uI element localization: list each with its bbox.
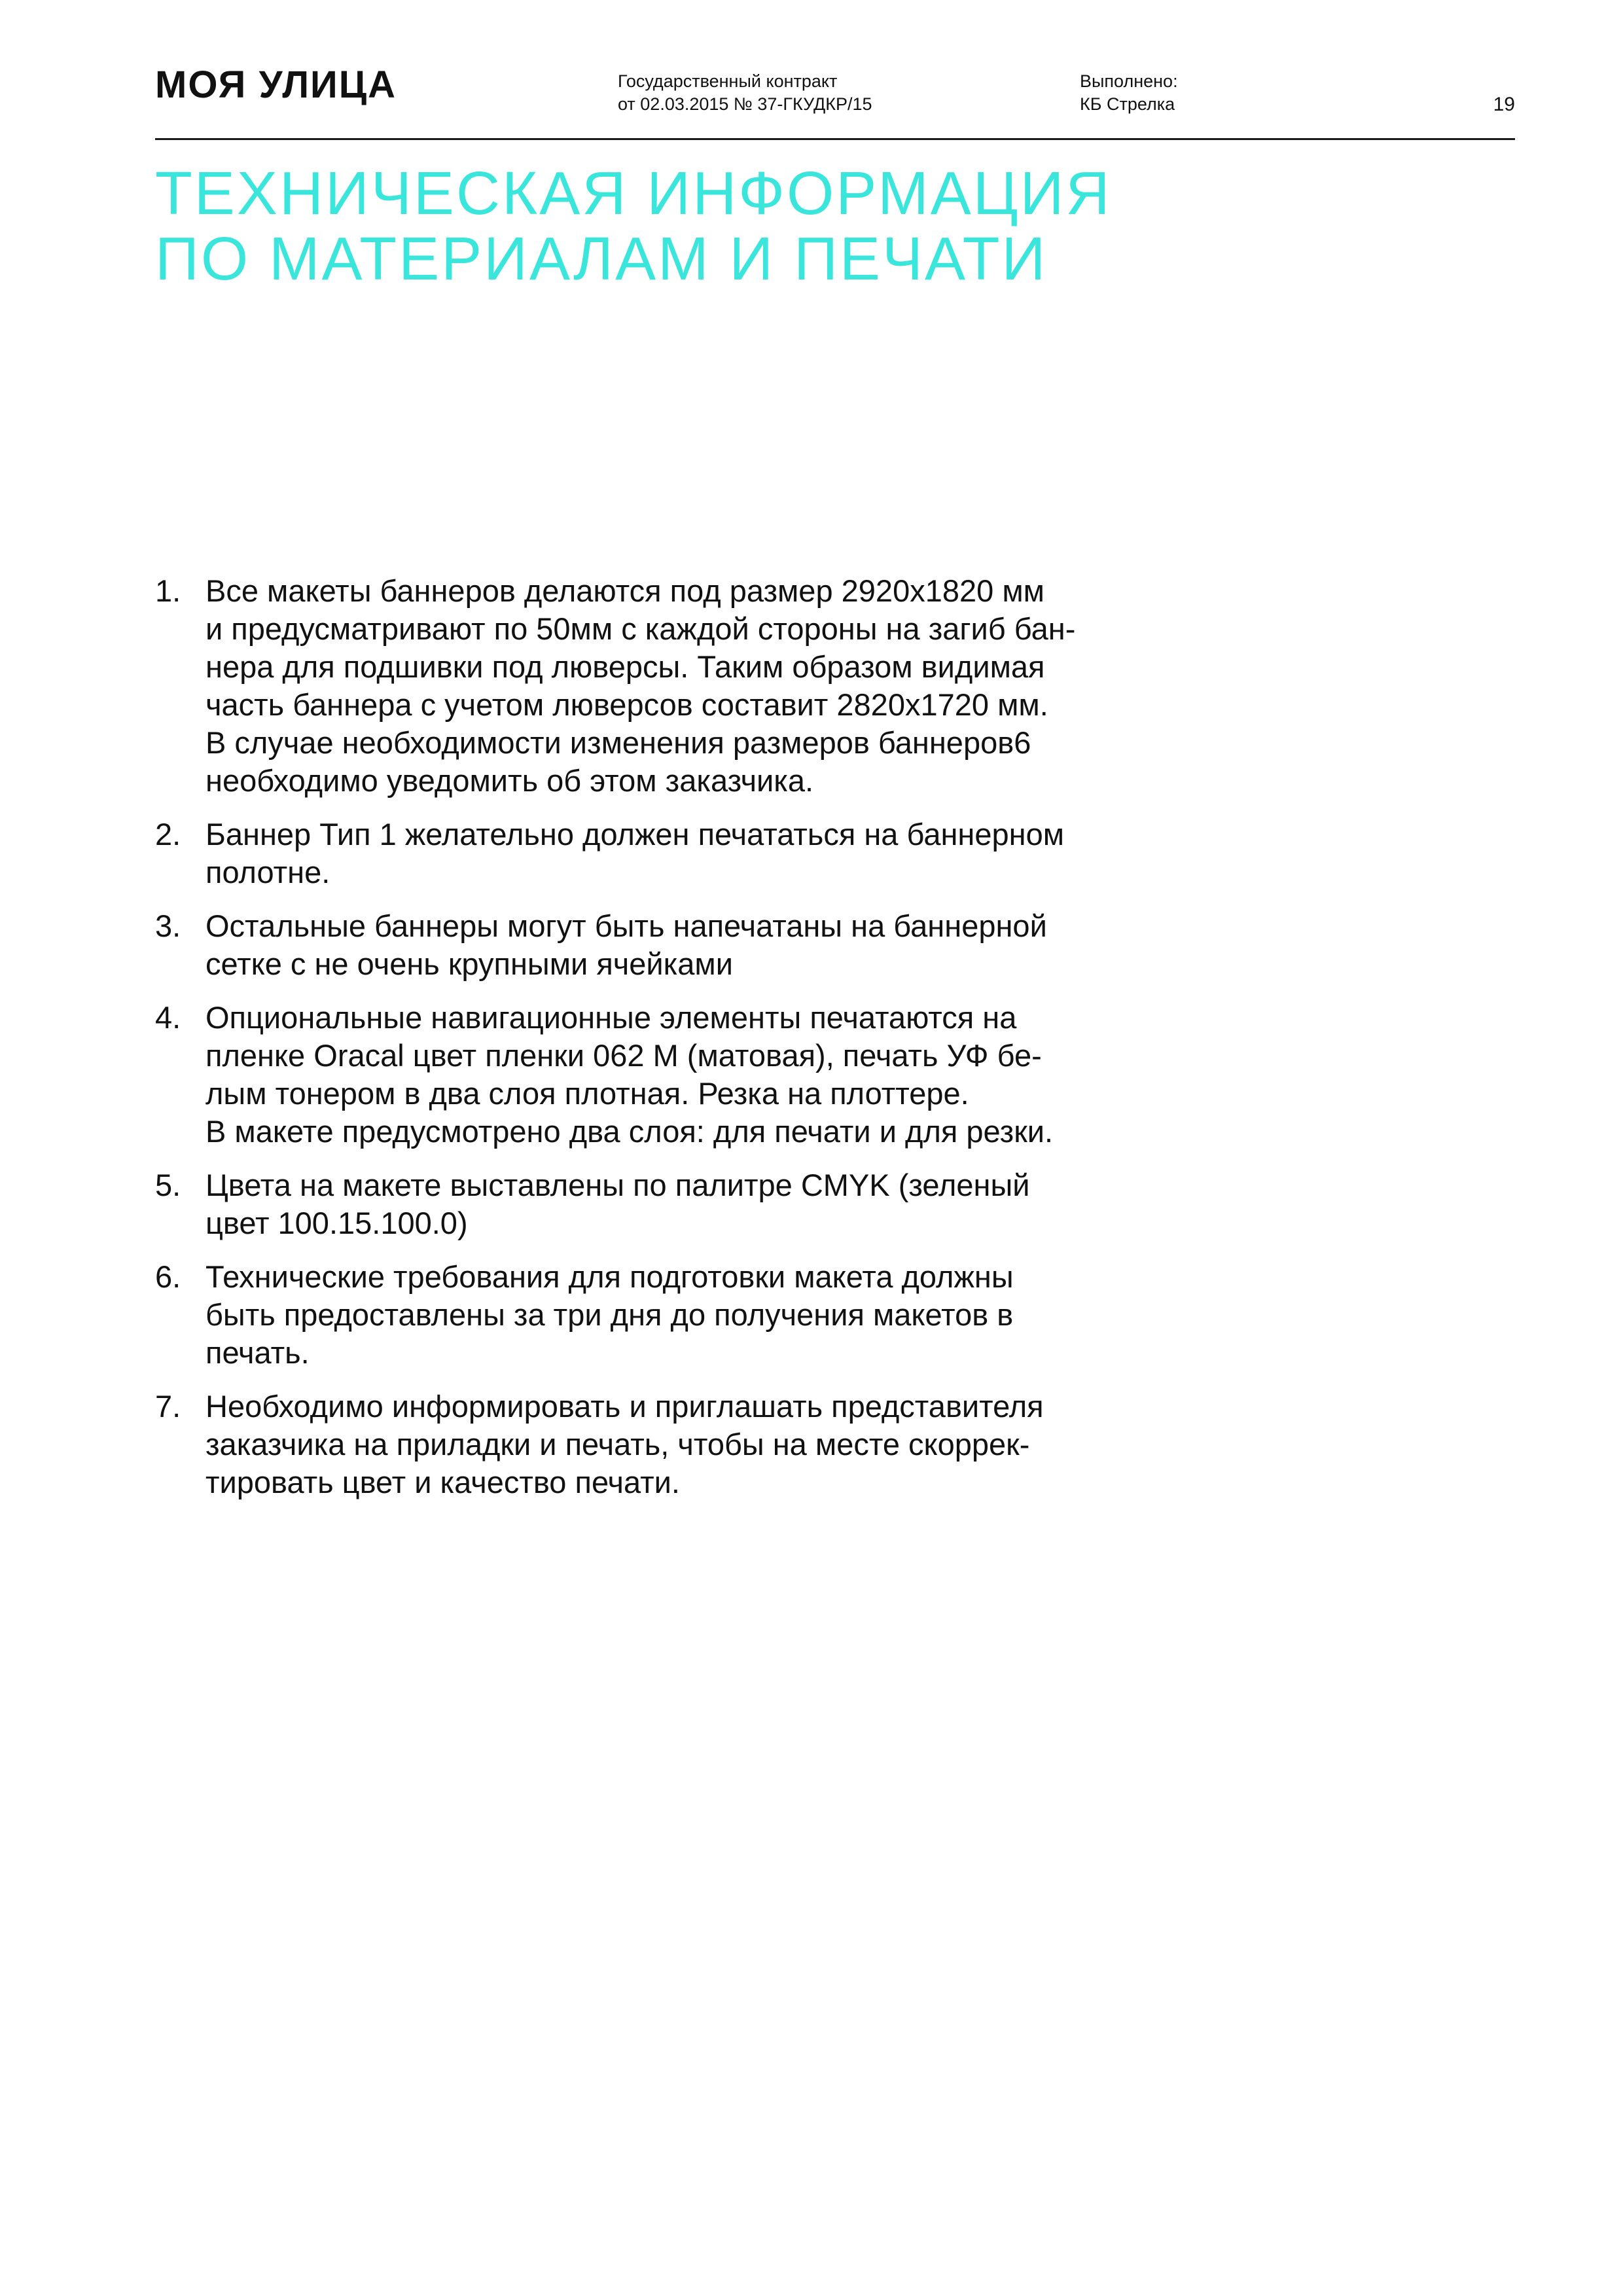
list-item-text-line: пленке Oracal цвет пленки 062 М (матовая), печать УФ бе- bbox=[205, 1038, 1042, 1073]
contract-line-2: от 02.03.2015 № 37-ГКУДКР/15 bbox=[618, 94, 872, 114]
author-value: КБ Стрелка bbox=[1080, 94, 1175, 114]
list-item-text-line: Баннер Тип 1 желательно должен печататься на баннерном bbox=[205, 817, 1065, 852]
list-item-text-line: полотне. bbox=[205, 855, 330, 889]
list-item-text-line: В случае необходимости изменения размеров баннеров6 bbox=[205, 725, 1031, 760]
list-item-text-line: необходимо уведомить об этом заказчика. bbox=[205, 763, 814, 798]
list-item-text-line: печать. bbox=[205, 1335, 310, 1370]
list-item-text-line: Все макеты баннеров делаются под размер 2920х1820 мм bbox=[205, 573, 1044, 608]
list-item-number: 5. bbox=[155, 1168, 181, 1202]
list-item bbox=[155, 572, 1228, 800]
contract-line-1: Государственный контракт bbox=[618, 71, 838, 91]
page-title-line-1: ТЕХНИЧЕСКАЯ ИНФОРМАЦИЯ bbox=[155, 159, 1112, 227]
requirements-list bbox=[155, 572, 1228, 1517]
page-title bbox=[155, 160, 1112, 291]
list-item-number: 1. bbox=[155, 573, 181, 608]
list-item bbox=[155, 1388, 1228, 1501]
page-header bbox=[155, 62, 1515, 140]
list-item-number: 4. bbox=[155, 1000, 181, 1035]
list-item-number: 3. bbox=[155, 908, 181, 943]
list-item-text-line: лым тонером в два слоя плотная. Резка на плоттере. bbox=[205, 1076, 969, 1111]
brand-logo-text: МОЯ УЛИЦА bbox=[155, 63, 397, 106]
list-item-text-line: В макете предусмотрено два слоя: для печати и для резки. bbox=[205, 1114, 1054, 1149]
page-number: 19 bbox=[1493, 94, 1515, 115]
list-item-text-line: цвет 100.15.100.0) bbox=[205, 1206, 468, 1240]
list-item-text-line: быть предоставлены за три дня до получения макетов в bbox=[205, 1297, 1014, 1332]
list-item bbox=[155, 816, 1228, 891]
list-item bbox=[155, 907, 1228, 983]
contract-info bbox=[618, 70, 872, 116]
list-item-text-line: Остальные баннеры могут быть напечатаны на баннерной bbox=[205, 908, 1047, 943]
list-item-text-line: Опциональные навигационные элементы печатаются на bbox=[205, 1000, 1017, 1035]
list-item-number: 7. bbox=[155, 1389, 181, 1424]
list-item-text-line: Технические требования для подготовки макета должны bbox=[205, 1259, 1014, 1294]
list-item-text-line: тировать цвет и качество печати. bbox=[205, 1465, 680, 1499]
list-item bbox=[155, 999, 1228, 1151]
list-item-number: 6. bbox=[155, 1259, 181, 1294]
list-item-text-line: Необходимо информировать и приглашать представителя bbox=[205, 1389, 1044, 1424]
page-title-line-2: ПО МАТЕРИАЛАМ И ПЕЧАТИ bbox=[155, 224, 1048, 293]
list-item bbox=[155, 1166, 1228, 1242]
list-item-text-line: Цвета на макете выставлены по палитре CMYK (зеленый bbox=[205, 1168, 1030, 1202]
author-label: Выполнено: bbox=[1080, 71, 1178, 91]
list-item-text-line: нера для подшивки под люверсы. Таким образом видимая bbox=[205, 649, 1045, 684]
list-item-text-line: и предусматривают по 50мм с каждой стороны на загиб бан- bbox=[205, 611, 1076, 646]
author-info bbox=[1080, 70, 1178, 116]
list-item-text-line: часть баннера с учетом люверсов составит 2820х1720 мм. bbox=[205, 687, 1048, 722]
list-item bbox=[155, 1258, 1228, 1372]
list-item-text-line: сетке с не очень крупными ячейками bbox=[205, 946, 733, 981]
list-item-text-line: заказчика на приладки и печать, чтобы на месте скоррек- bbox=[205, 1427, 1030, 1462]
list-item-number: 2. bbox=[155, 817, 181, 852]
